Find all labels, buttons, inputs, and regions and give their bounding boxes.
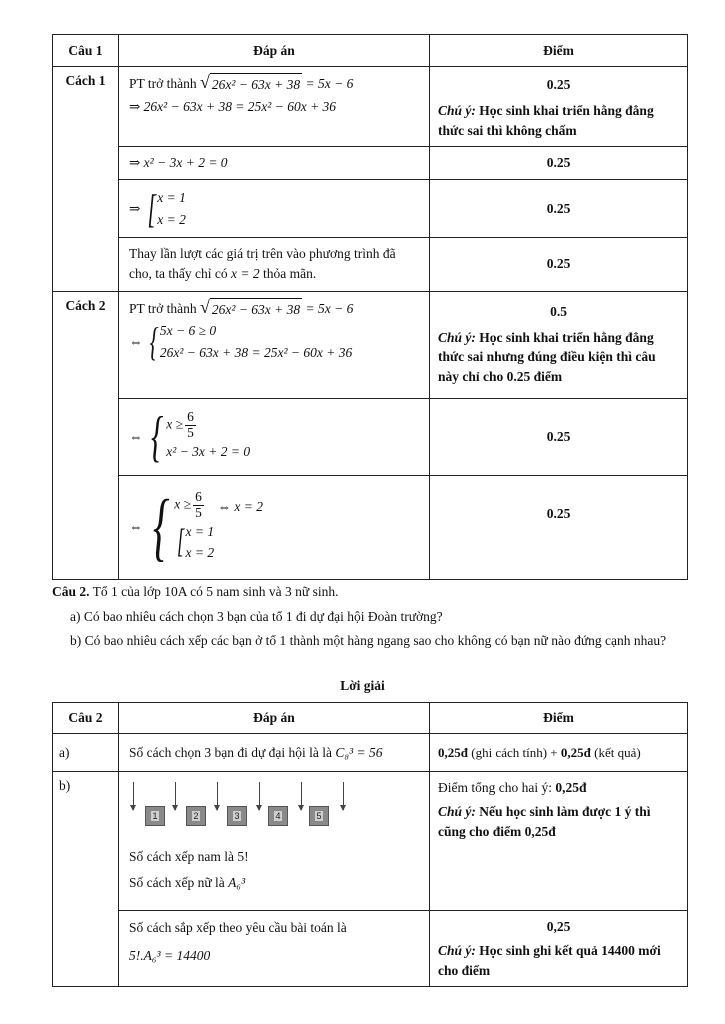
m1-step1-score: 0.25 — [546, 77, 571, 92]
part-b-line2-math: A₆³ — [228, 874, 246, 890]
m2-step2-ineq: x ≥ — [166, 416, 184, 432]
implies-symbol: ⇒ — [129, 200, 141, 216]
m1-step1-note: Học sinh khai triển hằng đẳng thức sai thì không chấm — [438, 103, 654, 138]
m2-result: ⇔ x = 2 — [217, 499, 263, 515]
m2-rhs: = 5x − 6 — [305, 300, 354, 316]
m2-step1 — [119, 291, 430, 398]
m2-root-2: x = 2 — [185, 545, 215, 561]
part-a-score — [430, 734, 688, 772]
score-text: (kết quả) — [594, 744, 641, 760]
part-b-label: b) — [53, 772, 119, 987]
m1-radicand: 26x² − 63x + 38 — [210, 73, 302, 96]
student-boxes — [145, 806, 329, 826]
method-2-label: Cách 2 — [53, 291, 119, 579]
part-b-answer — [119, 772, 430, 911]
fraction-numerator: 6 — [195, 489, 202, 505]
header-question: Câu 2 — [53, 703, 119, 734]
equivalent-symbol: ⇔ — [129, 428, 143, 444]
part-a-math: C₈³ = 56 — [335, 744, 383, 760]
bracket-symbol: [ — [147, 185, 156, 231]
part-a-text: Số cách chọn 3 bạn đi dự đại hội là là — [129, 744, 333, 760]
part-b-final-note: Học sinh ghi kết quả 14400 mới cho điểm — [438, 943, 661, 978]
slot-arrow — [133, 782, 134, 810]
fraction-denominator: 5 — [195, 505, 202, 521]
m1-step3-score: 0.25 — [430, 180, 688, 238]
m1-step4-tail: thỏa mãn. — [262, 266, 317, 282]
answer-table-2 — [52, 702, 688, 987]
m1-step4-score: 0.25 — [430, 238, 688, 292]
question-2-part-a: a) Có bao nhiêu cách chọn 3 bạn của tổ 1 đi dự đại hội Đoàn trường? — [70, 609, 443, 624]
fraction-denominator: 5 — [187, 425, 194, 441]
m1-rhs: = 5x − 6 — [305, 76, 354, 91]
part-b-final — [119, 911, 430, 987]
fraction-numerator: 6 — [187, 409, 194, 425]
m1-step1-line2: ⇒ 26x² − 63x + 38 = 25x² − 60x + 36 — [129, 98, 337, 114]
m1-step1 — [119, 67, 430, 147]
note-label: Chú ý: — [438, 103, 476, 118]
part-b-score-cell — [430, 772, 688, 911]
score-text: (ghi cách tính) + — [471, 744, 558, 760]
slot-arrow — [343, 782, 344, 810]
note-label: Chú ý: — [438, 943, 476, 958]
part-b-final-math: 5!.A₆³ = 14400 — [129, 947, 211, 963]
part-a-answer — [119, 734, 430, 772]
solution-title: Lời giải — [340, 678, 385, 693]
m1-root-2: x = 2 — [157, 211, 186, 227]
part-b-final-text: Số cách sắp xếp theo yêu cầu bài toán là — [129, 920, 347, 935]
m2-step1-score-cell — [430, 291, 688, 398]
score-value: 0,25đ — [555, 780, 587, 795]
arrangement-diagram — [131, 782, 421, 836]
part-b-final-score: 0,25 — [546, 919, 571, 934]
part-b-note: Nếu học sinh làm được 1 ý thì cũng cho điểm 0,25đ — [438, 804, 651, 839]
m1-step4 — [119, 238, 430, 292]
part-b-line1: Số cách xếp nam là 5! — [129, 849, 249, 864]
brace-symbol: { — [150, 405, 164, 468]
method-1-label: Cách 1 — [53, 67, 119, 292]
m2-step3 — [119, 475, 430, 579]
bracket-symbol: [ — [177, 523, 185, 561]
m2-step2 — [119, 398, 430, 475]
m1-step3 — [119, 180, 430, 238]
m2-condition: 5x − 6 ≥ 0 — [159, 323, 217, 339]
part-b-final-score-cell — [430, 911, 688, 987]
m1-root-1: x = 1 — [157, 190, 186, 206]
sqrt-expression: √ 26x² − 63x + 38 — [200, 298, 302, 321]
m2-root-1: x = 1 — [185, 523, 215, 539]
equivalent-symbol: ⇔ — [129, 333, 143, 349]
m2-step2-eq: x² − 3x + 2 = 0 — [166, 444, 251, 460]
header-answer: Đáp án — [119, 703, 430, 734]
m1-step4-math: x = 2 — [230, 266, 260, 282]
m2-step3-score: 0.25 — [430, 475, 688, 579]
m1-step1-score-cell — [430, 67, 688, 147]
m1-step2: ⇒ x² − 3x + 2 = 0 — [119, 147, 430, 180]
m2-step3-ineq: x ≥ — [174, 496, 192, 512]
header-question: Câu 1 — [53, 35, 119, 67]
m2-step1-score: 0.5 — [550, 303, 567, 319]
student-box: 4 — [268, 806, 288, 826]
m2-equation: 26x² − 63x + 38 = 25x² − 60x + 36 — [159, 344, 353, 360]
question-2-label: Câu 2. — [52, 584, 90, 599]
student-box: 2 — [186, 806, 206, 826]
equivalent-symbol: ⇔ — [129, 519, 143, 535]
score-text: Điểm tổng cho hai ý: — [438, 780, 552, 795]
part-b-line2: Số cách xếp nữ là — [129, 874, 225, 890]
student-box: 1 — [145, 806, 165, 826]
brace-symbol: { — [149, 318, 159, 364]
m2-step1-text: PT trở thành — [129, 300, 197, 316]
score-value: 0,25đ — [560, 744, 591, 760]
m2-radicand: 26x² − 63x + 38 — [210, 298, 302, 321]
sqrt-expression: √ 26x² − 63x + 38 — [200, 73, 302, 96]
note-label: Chú ý: — [438, 804, 476, 819]
brace-symbol: { — [152, 485, 170, 570]
question-2 — [52, 582, 688, 603]
score-value: 0,25đ — [438, 744, 468, 760]
m1-step2-score: 0.25 — [430, 147, 688, 180]
student-box: 3 — [227, 806, 247, 826]
part-a-label: a) — [53, 734, 119, 772]
note-label: Chú ý: — [438, 329, 476, 345]
header-score: Điểm — [430, 35, 688, 67]
m2-step2-score: 0.25 — [430, 398, 688, 475]
question-2-part-b: b) Có bao nhiêu cách xếp các bạn ở tổ 1 thành một hàng ngang sao cho không có bạn nữ nào đứng cạnh nhau? — [70, 633, 667, 648]
header-score: Điểm — [430, 703, 688, 734]
header-answer: Đáp án — [119, 35, 430, 67]
m2-step1-note: Học sinh khai triển hằng đẳng thức sai nhưng đúng điều kiện thì câu này chỉ cho 0.25 điểm — [438, 329, 656, 384]
question-2-text: Tổ 1 của lớp 10A có 5 nam sinh và 3 nữ sinh. — [92, 584, 339, 599]
m1-step4-text: Thay lần lượt các giá trị trên vào phương trình đã cho, ta thấy chỉ có — [129, 246, 396, 282]
m1-step1-text: PT trở thành — [129, 76, 197, 91]
answer-table-1 — [52, 34, 688, 580]
student-box: 5 — [309, 806, 329, 826]
